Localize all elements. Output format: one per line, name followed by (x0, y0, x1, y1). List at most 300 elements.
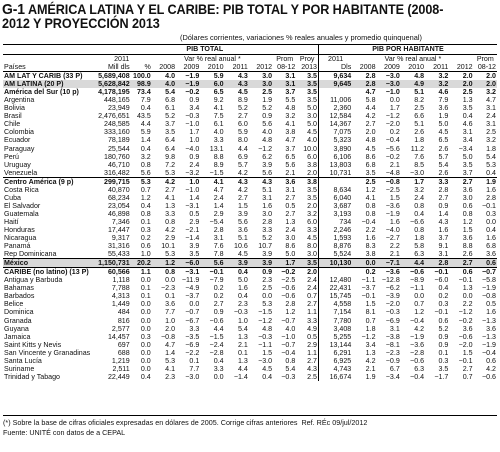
table-cell: 0.4 (462, 112, 473, 121)
table-cell: 1.7 (389, 104, 400, 113)
table-cell: 3.2 (425, 80, 449, 88)
table-cell: −0.4 (281, 348, 296, 357)
table-cell: 4.1 (200, 177, 224, 186)
table-cell: 5.0 (438, 120, 449, 129)
header-dls: Dls (319, 63, 353, 72)
table-cell: −2.4 (209, 340, 224, 349)
table-cell: 8.0 (237, 136, 248, 145)
table-cell: 0.4 (140, 144, 151, 153)
table-cell: 0.4 (438, 284, 449, 293)
table-cell: 4.2 (486, 364, 496, 373)
table-cell: 3.3 (307, 316, 317, 325)
table-cell: −3.4 (385, 372, 400, 381)
table-cell: −3.0 (185, 372, 200, 381)
table-cell: 4.2 (365, 112, 376, 121)
table-cell: 7.9 (140, 96, 151, 105)
table-cell: 1.7 (189, 128, 200, 137)
row-label: Guatemala (4, 209, 39, 218)
table-cell: 2.7 (165, 185, 176, 194)
table-cell: 1.3 (365, 348, 376, 357)
table-cell: 333,160 (104, 128, 130, 137)
table-cell: 8.5 (414, 160, 425, 169)
table-cell: 1.4 (438, 209, 449, 218)
table-cell: 3.4 (462, 136, 473, 145)
row-label: AM LATINA (20 P) (3, 80, 92, 88)
table-cell: 5.6 (237, 217, 248, 226)
table-cell: 6.7 (389, 364, 400, 373)
table-cell: 1.2 (285, 308, 296, 317)
header-year-hab: 2010 (408, 63, 425, 72)
table-cell: 8.8 (462, 242, 473, 251)
table-cell: 5.9 (237, 128, 248, 137)
row-label: Argentina (4, 96, 35, 105)
table-cell: 5.0 (462, 152, 473, 161)
row-label: Venezuela (4, 168, 38, 177)
table-cell: 8.9 (237, 96, 248, 105)
table-cell: 3.8 (307, 160, 317, 169)
footer-source: Fuente: UNITÉ con datos de a CEPAL (3, 427, 126, 437)
table-cell: 73.4 (136, 88, 151, 97)
table-cell: −0.6 (281, 292, 296, 301)
table-cell: 3.3 (425, 177, 449, 186)
table-cell: 2.6 (414, 128, 425, 137)
table-cell: 4.3 (438, 217, 449, 226)
table-cell: 0.9 (189, 96, 200, 105)
table-cell: 5.9 (213, 72, 224, 81)
table-cell: 1.2 (462, 217, 473, 226)
table-cell: 7.2 (165, 160, 176, 169)
table-cell: 5,689,408 (98, 72, 130, 81)
table-cell: 0.8 (462, 209, 473, 218)
table-cell: 4,743 (319, 365, 353, 373)
table-cell: −2.0 (385, 300, 400, 309)
title-code: G-1 (2, 1, 25, 18)
table-cell: 2,360 (319, 104, 353, 112)
table-cell: 0.0 (140, 340, 151, 349)
table-cell: 0.9 (249, 268, 273, 277)
table-cell: 2.5 (352, 177, 376, 186)
table-cell: −5.8 (481, 276, 496, 285)
table-cell: 3.3 (165, 209, 176, 218)
table-row (3, 177, 497, 186)
table-cell: −1.0 (385, 88, 400, 97)
table-cell: 3.2 (414, 185, 425, 194)
table-cell: 0.0 (140, 316, 151, 325)
table-cell: 7.5 (213, 112, 224, 121)
table-cell: 0.0 (140, 348, 151, 357)
table-cell: −3.1 (185, 201, 200, 210)
header-year-hab: 2012 (456, 63, 473, 72)
row-label: Guyana (4, 324, 29, 333)
table-cell (319, 177, 353, 186)
table-cell: 2.8 (352, 80, 376, 88)
table-cell: 7,346 (111, 217, 130, 226)
table-cell: 55,433 (107, 250, 130, 259)
table-cell: 0.8 (140, 160, 151, 169)
table-cell: 7.6 (414, 152, 425, 161)
row-label: CARIBE (no latino) (13 P) (3, 268, 92, 277)
table-cell: 1.3 (237, 356, 248, 365)
table-row (3, 218, 497, 226)
table-cell: −2.5 (385, 185, 400, 194)
table-cell: 1.6 (237, 284, 248, 293)
table-cell: −0.1 (361, 292, 376, 301)
table-cell: 4.7 (486, 96, 496, 105)
table-cell: 3.5 (296, 259, 318, 268)
table-cell: −0.1 (458, 356, 473, 365)
table-cell: −2.8 (209, 348, 224, 357)
table-cell: 6.1 (213, 120, 224, 129)
table-cell: −0.3 (233, 308, 248, 317)
table-cell: 3.8 (365, 250, 376, 259)
table-cell: 0.0 (189, 300, 200, 309)
header-prom: Prom (276, 55, 294, 63)
table-cell: 5.0 (285, 250, 296, 259)
header-year: 2010 (207, 63, 224, 72)
table-cell: 2.7 (237, 193, 248, 202)
table-cell: 7,788 (111, 284, 130, 293)
table-cell: 7.7 (189, 364, 200, 373)
table-cell: 0.7 (140, 185, 151, 194)
table-cell: 4.7 (365, 88, 376, 97)
table-cell: −1.2 (458, 308, 473, 317)
table-cell: 2.8 (262, 217, 273, 226)
table-cell: −1.2 (361, 332, 376, 341)
table-cell: 10,130 (319, 259, 353, 268)
table-cell: −1.0 (185, 185, 200, 194)
table-cell: 1.5 (262, 348, 273, 357)
table-cell: 0.1 (438, 348, 449, 357)
table-cell: −3.6 (385, 201, 400, 210)
table-cell: 0.2 (213, 292, 224, 301)
row-label: Trinidad y Tabago (4, 372, 60, 381)
table-cell: 3.7 (438, 234, 449, 243)
table-cell: 3.8 (285, 128, 296, 137)
table-cell: −1.5 (209, 168, 224, 177)
table-cell: 5.6 (200, 259, 224, 268)
table-cell: −0.1 (425, 268, 449, 277)
footer (3, 415, 497, 437)
header-mill-dls: Mill dls (107, 63, 130, 72)
table-cell: 3.9 (249, 259, 273, 268)
table-cell: 5.2 (438, 324, 449, 333)
table-cell: 3.9 (262, 160, 273, 169)
table-cell: 5,524 (319, 250, 353, 259)
table-row (3, 128, 497, 136)
table-cell: −1.0 (281, 332, 296, 341)
table-cell: 5.6 (262, 120, 273, 129)
table-cell: 4.2 (237, 185, 248, 194)
table-cell: 4,558 (319, 300, 353, 308)
table-cell: 3.5 (189, 250, 200, 259)
table-cell: 0.4 (262, 372, 273, 381)
table-cell: 1.0 (189, 136, 200, 145)
table-cell: −1.4 (185, 234, 200, 243)
table-cell: 3.5 (296, 80, 318, 88)
table-cell: 3.8 (296, 177, 318, 186)
table-cell: 3.7 (165, 120, 176, 129)
table-cell: 5.8 (414, 242, 425, 251)
header-proy: Proy (299, 55, 315, 63)
table-cell: 3,193 (319, 210, 353, 218)
table-cell: −0.4 (385, 136, 400, 145)
table-cell: 6.2 (262, 152, 273, 161)
table-row (3, 169, 497, 178)
table-cell: 0.2 (352, 268, 376, 277)
table-cell: 5.4 (438, 160, 449, 169)
table-cell: 0.9 (438, 201, 449, 210)
table-cell: 1,219 (111, 356, 130, 365)
table-cell: 22,449 (107, 372, 130, 381)
page-subtitle: (Dólares corrientes, variaciones % reales anuales y promedio quinquenal) (180, 33, 422, 42)
table-cell: −1.2 (258, 316, 273, 325)
table-cell: 4.4 (213, 324, 224, 333)
table-cell: 5.6 (262, 168, 273, 177)
table-cell: 5.4 (165, 88, 176, 97)
table-cell: 2.5 (414, 104, 425, 113)
row-label: Panamá (4, 242, 31, 251)
table-cell: −0.1 (434, 308, 449, 317)
table-cell: 2.4 (486, 112, 496, 121)
table-cell: −3.6 (410, 340, 425, 349)
table-cell: −3.0 (377, 80, 401, 88)
table-cell: 0.0 (213, 372, 224, 381)
table-cell: 0.5 (285, 201, 296, 210)
table-cell: 13,803 (319, 161, 353, 169)
table-cell: 23,949 (107, 104, 130, 113)
table-cell: −2.0 (385, 120, 400, 129)
table-cell: −3.7 (185, 292, 200, 301)
table-cell: 2.7 (307, 356, 317, 365)
table-row (3, 186, 497, 194)
table-cell: 4.1 (285, 120, 296, 129)
table-cell: 5.9 (140, 128, 151, 137)
data-table (3, 44, 497, 381)
table-cell: 10.6 (234, 242, 248, 251)
table-cell: 12,584 (319, 112, 353, 120)
table-cell: 0.8 (414, 225, 425, 234)
table-cell: 816 (117, 316, 130, 325)
table-cell: 0.0 (262, 292, 273, 301)
table-cell: −4.0 (185, 144, 200, 153)
table-cell: −0.7 (185, 308, 200, 317)
table-cell: −7.9 (209, 276, 224, 285)
table-cell: 0.7 (414, 300, 425, 309)
table-cell: 1.8 (365, 324, 376, 333)
table-cell: 2,246 (319, 226, 353, 234)
table-cell: 3.7 (285, 144, 296, 153)
table-cell: 1.6 (438, 225, 449, 234)
table-cell: 0.9 (213, 308, 224, 317)
table-cell: 5.4 (486, 152, 496, 161)
table-cell: 2.8 (486, 193, 496, 202)
table-cell: 7,780 (319, 317, 353, 325)
table-cell: 1.1 (131, 268, 152, 277)
table-cell: 1,593 (319, 234, 353, 242)
table-cell: 4.5 (307, 128, 317, 137)
table-cell: 23,054 (107, 201, 130, 210)
row-label: Paraguay (4, 144, 35, 153)
table-cell: 10.7 (258, 242, 273, 251)
table-cell: 0.1 (189, 356, 200, 365)
row-label: Honduras (4, 225, 35, 234)
table-cell: 2.5 (462, 88, 473, 97)
table-cell: 3.7 (462, 168, 473, 177)
table-cell: −1.3 (481, 316, 496, 325)
table-cell: 4.5 (438, 128, 449, 137)
table-cell: 6,291 (319, 349, 353, 357)
table-cell: −0.3 (281, 372, 296, 381)
table-cell: 1.9 (438, 112, 449, 121)
table-cell: 5.6 (285, 160, 296, 169)
table-cell: 1.7 (401, 177, 425, 186)
table-cell: 0.3 (140, 225, 151, 234)
table-cell: 0.3 (438, 300, 449, 309)
table-cell: 248,585 (104, 120, 130, 129)
table-cell: −6.6 (410, 217, 425, 226)
table-cell: 6.0 (237, 120, 248, 129)
table-cell: 6.5 (213, 88, 224, 97)
table-cell: 10,731 (319, 169, 353, 178)
table-cell: 4.3 (225, 80, 249, 88)
table-cell: 0.8 (165, 217, 176, 226)
table-cell: 2.7 (285, 209, 296, 218)
table-row (3, 226, 497, 234)
table-cell: 1.5 (389, 193, 400, 202)
table-cell: 0.0 (140, 324, 151, 333)
table-cell: 3.6 (273, 177, 296, 186)
table-cell: 1.3 (237, 332, 248, 341)
table-cell: 3.5 (462, 104, 473, 113)
table-cell: 4.3 (237, 72, 248, 81)
table-cell: 3,890 (319, 145, 353, 153)
table-cell: −0.3 (385, 308, 400, 317)
table-cell: 0.6 (486, 356, 496, 365)
table-cell: 8.2 (414, 96, 425, 105)
table-cell: −2.8 (410, 348, 425, 357)
table-cell: 1.0 (165, 316, 176, 325)
table-cell: 3.0 (285, 234, 296, 243)
row-label: Granada (4, 316, 32, 325)
row-label: Dominica (4, 308, 34, 317)
table-cell: 6.3 (414, 364, 425, 373)
table-row (3, 284, 497, 292)
table-cell: 0.4 (225, 268, 249, 277)
table-cell: 2.1 (389, 160, 400, 169)
table-cell: 5.2 (262, 234, 273, 243)
table-cell: 0.0 (140, 308, 151, 317)
table-cell: 2.7 (365, 120, 376, 129)
table-cell: 0.9 (438, 332, 449, 341)
table-cell: −1.1 (410, 284, 425, 293)
table-cell: 7.6 (213, 242, 224, 251)
header-year-hab: 2008 (359, 63, 376, 72)
table-cell: 100.0 (133, 72, 151, 81)
table-cell: 0.0 (389, 96, 400, 105)
table-cell: 8.1 (365, 308, 376, 317)
table-cell: 5.0 (237, 276, 248, 285)
table-cell: 3.1 (213, 234, 224, 243)
table-cell: 25,544 (107, 144, 130, 153)
table-cell: 3.1 (438, 250, 449, 259)
table-cell: 4.7 (213, 185, 224, 194)
table-cell: 1.5 (365, 300, 376, 309)
table-cell: 4.1 (165, 364, 176, 373)
row-label: Brasil (4, 112, 22, 121)
row-label: Costa Rica (4, 185, 39, 194)
table-cell: 0.0 (140, 364, 151, 373)
table-cell: 4.2 (365, 356, 376, 365)
table-cell: 4.4 (237, 364, 248, 373)
table-cell: 2,476,651 (98, 112, 130, 121)
table-cell: −1.3 (481, 332, 496, 341)
table-cell: 3.1 (389, 324, 400, 333)
table-cell: 4.9 (307, 324, 317, 333)
table-cell: 6.1 (165, 104, 176, 113)
table-cell: 1.6 (486, 234, 496, 243)
footer-ref: Ref. RÉc 09/jul/2012 (301, 418, 368, 427)
table-cell: 1.2 (152, 259, 176, 268)
header-var-real-hab: Var % real anual * (384, 55, 442, 63)
table-row (3, 250, 497, 259)
table-cell: 3.1 (486, 104, 496, 113)
table-cell: −0.4 (410, 316, 425, 325)
table-row (3, 112, 497, 120)
table-cell: 0.5 (307, 332, 317, 341)
table-cell: 3.3 (213, 136, 224, 145)
table-cell: 3.6 (462, 324, 473, 333)
table-cell: −2.3 (385, 348, 400, 357)
table-cell: 688 (117, 348, 130, 357)
table-cell: 0.6 (462, 201, 473, 210)
table-cell: 2.0 (165, 324, 176, 333)
table-cell: 4.5 (262, 364, 273, 373)
table-cell: 2.6 (438, 168, 449, 177)
table-cell: 0.0 (486, 217, 496, 226)
table-cell: 1,449 (111, 300, 130, 309)
table-cell: 10.0 (303, 144, 317, 153)
table-cell: 2.1 (285, 168, 296, 177)
table-cell: −0.8 (377, 177, 401, 186)
table-cell: 3.1 (462, 128, 473, 137)
table-cell: 0.2 (438, 292, 449, 301)
table-cell: −1.9 (481, 284, 496, 293)
table-cell: 0.0 (140, 276, 151, 285)
table-row (3, 153, 497, 161)
table-cell: 2.7 (285, 193, 296, 202)
table-row (3, 96, 497, 104)
header-year: 2011 (232, 63, 248, 72)
table-cell: 78,189 (107, 136, 130, 145)
table-cell: 1.2 (365, 185, 376, 194)
row-label: Barbados (4, 292, 35, 301)
table-cell: −3.8 (385, 332, 400, 341)
table-cell: 1.2 (414, 308, 425, 317)
table-cell: 697 (117, 340, 130, 349)
header-prom-hab: Prom (476, 55, 494, 63)
table-cell: 0.3 (140, 332, 151, 341)
table-cell: 8,634 (319, 186, 353, 194)
table-cell: 1.9 (474, 177, 497, 186)
table-cell: 2.4 (189, 160, 200, 169)
table-cell: −6.0 (434, 276, 449, 285)
table-cell: −1.9 (176, 80, 200, 88)
page-title (2, 3, 463, 31)
table-cell: −1.9 (385, 209, 400, 218)
table-cell: 6,106 (319, 153, 353, 161)
table-cell: 4.8 (262, 324, 273, 333)
table-cell: 9,645 (319, 80, 353, 88)
